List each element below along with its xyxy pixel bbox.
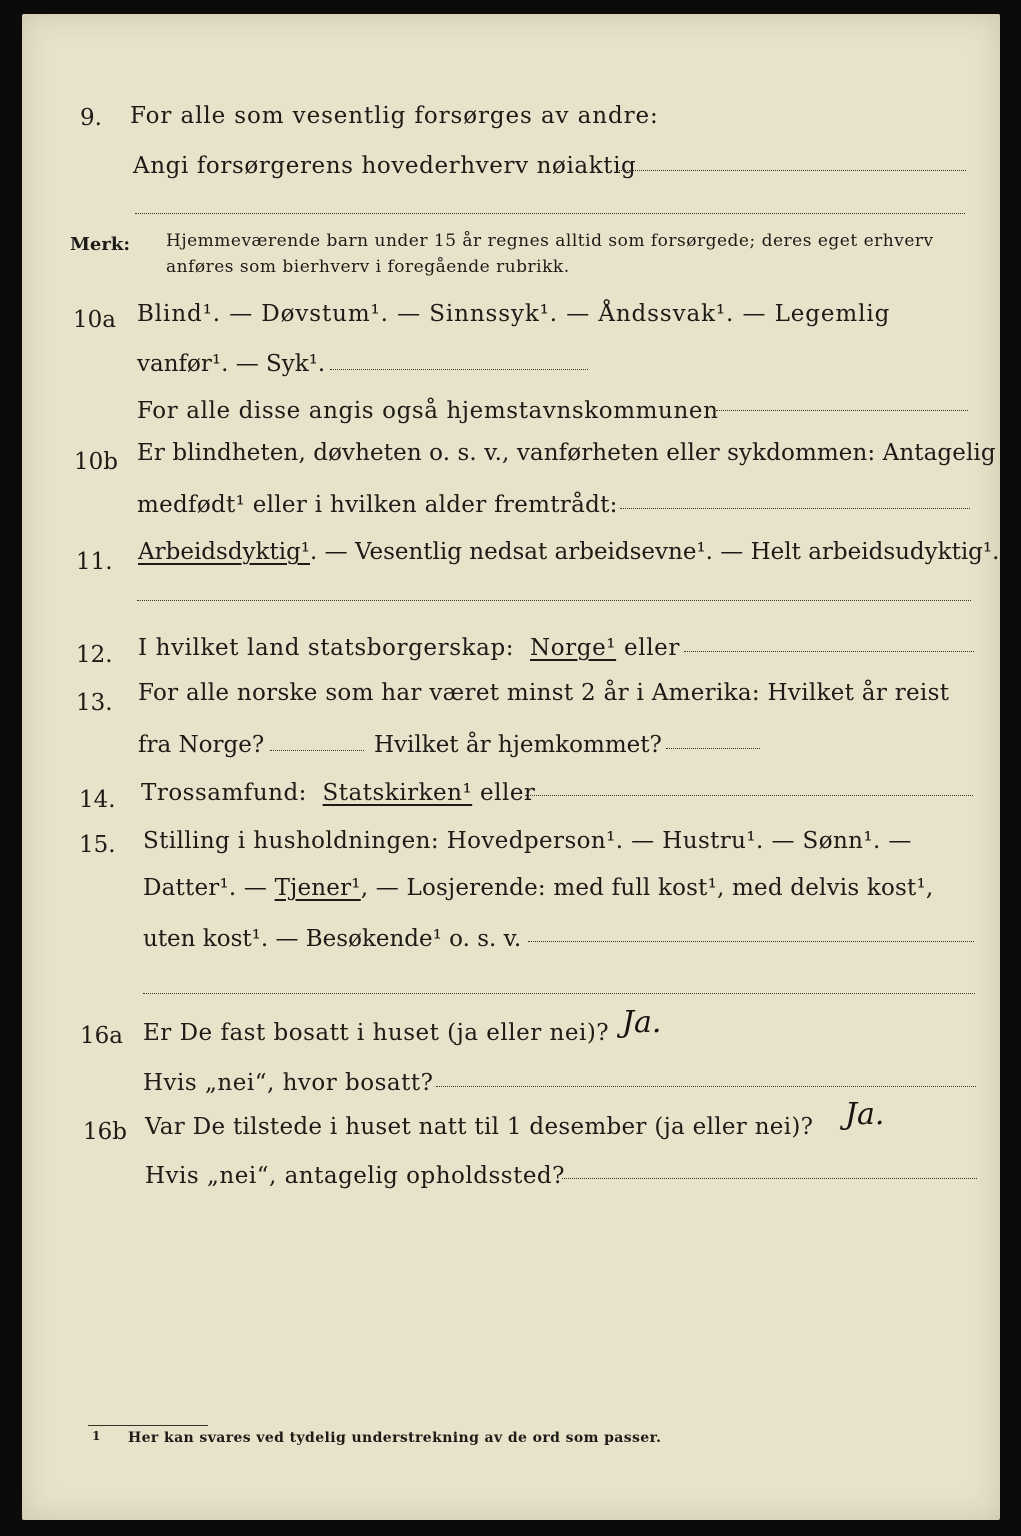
q12-option-norge[interactable]: Norge¹ bbox=[529, 635, 617, 661]
q15-second-answer-line bbox=[143, 993, 975, 994]
q10b-answer-line bbox=[620, 508, 970, 509]
q14-option-statskirken[interactable]: Statskirken¹ bbox=[322, 780, 473, 806]
q15-answer-line bbox=[528, 941, 974, 942]
q13-number: 13. bbox=[76, 690, 113, 716]
q16b-line2: Hvis „nei“, antagelig opholdssted? bbox=[145, 1163, 565, 1189]
q10a-syk-line bbox=[330, 369, 588, 370]
q15-line2 bbox=[143, 873, 933, 903]
q13-hjemkommet-line bbox=[666, 748, 760, 749]
q10a-number: 10a bbox=[73, 307, 116, 333]
q11-number: 11. bbox=[76, 549, 113, 575]
q15-number: 15. bbox=[79, 832, 116, 858]
footnote-rule bbox=[88, 1425, 208, 1426]
q11-rest: . — Vesentlig nedsat arbeidsevne¹. — Helt arbeidsudyktig¹. bbox=[310, 539, 1000, 565]
q10b-number: 10b bbox=[74, 449, 118, 475]
q9-line1: For alle som vesentlig forsørges av andre: bbox=[130, 103, 659, 129]
q16a-number: 16a bbox=[80, 1023, 123, 1049]
footnote-text: Her kan svares ved tydelig understrekning av de ord som passer. bbox=[128, 1430, 662, 1446]
q9-line2: Angi forsørgerens hovederhverv nøiaktig bbox=[133, 153, 637, 179]
q10b-line1: Er blindheten, døvheten o. s. v., vanførheten eller sykdommen: Antagelig bbox=[137, 440, 996, 466]
q14-line bbox=[141, 778, 535, 808]
q14-answer-line bbox=[525, 795, 973, 796]
q9-answer-line bbox=[616, 170, 966, 171]
q10a-line1: Blind¹. — Døvstum¹. — Sinnssyk¹. — Åndssvak¹. — Legemlig bbox=[137, 301, 891, 327]
q13-reist-line bbox=[270, 750, 364, 751]
q12-post: eller bbox=[624, 635, 680, 661]
q15-line2b: , — Losjerende: med full kost¹, med delvis kost¹, bbox=[360, 875, 934, 901]
q14-pre: Trossamfund: bbox=[141, 780, 307, 806]
q9-number: 9. bbox=[80, 105, 102, 131]
q14-number: 14. bbox=[79, 787, 116, 813]
q12-pre: I hvilket land statsborgerskap: bbox=[138, 635, 515, 661]
q16b-opholdssted-line bbox=[562, 1178, 977, 1179]
merk-line2: anføres som bierhverv i foregående rubrikk. bbox=[166, 257, 570, 277]
q13-line2a: fra Norge? bbox=[138, 732, 265, 758]
q15-line3: uten kost¹. — Besøkende¹ o. s. v. bbox=[143, 926, 522, 952]
footnote-mark: 1 bbox=[92, 1429, 101, 1443]
merk-line1: Hjemmeværende barn under 15 år regnes alltid som forsørgede; deres eget erhverv bbox=[166, 231, 934, 251]
q15-line2a: Datter¹. — bbox=[143, 875, 268, 901]
q11-line bbox=[138, 537, 999, 567]
q16b-number: 16b bbox=[83, 1119, 127, 1145]
q13-line1: For alle norske som har været minst 2 år i Amerika: Hvilket år reist bbox=[138, 680, 950, 706]
q14-post: eller bbox=[480, 780, 536, 806]
q11-option-arbeidsdyktig[interactable]: Arbeidsdyktig¹ bbox=[138, 539, 311, 565]
q16a-line1: Er De fast bosatt i huset (ja eller nei)? bbox=[143, 1020, 610, 1046]
merk-label: Merk: bbox=[70, 234, 130, 255]
q10a-hjemstavn-line bbox=[716, 410, 968, 411]
q16a-bosatt-line bbox=[436, 1086, 976, 1087]
q12-number: 12. bbox=[76, 642, 113, 668]
q10a-line3: For alle disse angis også hjemstavnskommunen bbox=[137, 398, 719, 424]
q11-answer-line bbox=[137, 600, 971, 601]
q12-line bbox=[138, 633, 680, 663]
q13-line2b: Hvilket år hjemkommet? bbox=[374, 732, 662, 758]
q16a-line2: Hvis „nei“, hvor bosatt? bbox=[143, 1070, 434, 1096]
q16a-handwritten-answer[interactable]: Ja. bbox=[622, 1005, 662, 1040]
q15-line1: Stilling i husholdningen: Hovedperson¹. — Hustru¹. — Sønn¹. — bbox=[143, 828, 912, 854]
q16b-line1: Var De tilstede i huset natt til 1 desember (ja eller nei)? bbox=[145, 1114, 814, 1140]
q10a-line2: vanfør¹. — Syk¹. bbox=[137, 351, 326, 377]
q16b-handwritten-answer[interactable]: Ja. bbox=[845, 1097, 885, 1132]
q15-option-tjener[interactable]: Tjener¹ bbox=[274, 875, 361, 901]
q9-second-answer-line bbox=[135, 213, 965, 214]
q12-answer-line bbox=[684, 651, 974, 652]
q10b-line2: medfødt¹ eller i hvilken alder fremtrådt: bbox=[137, 492, 618, 518]
